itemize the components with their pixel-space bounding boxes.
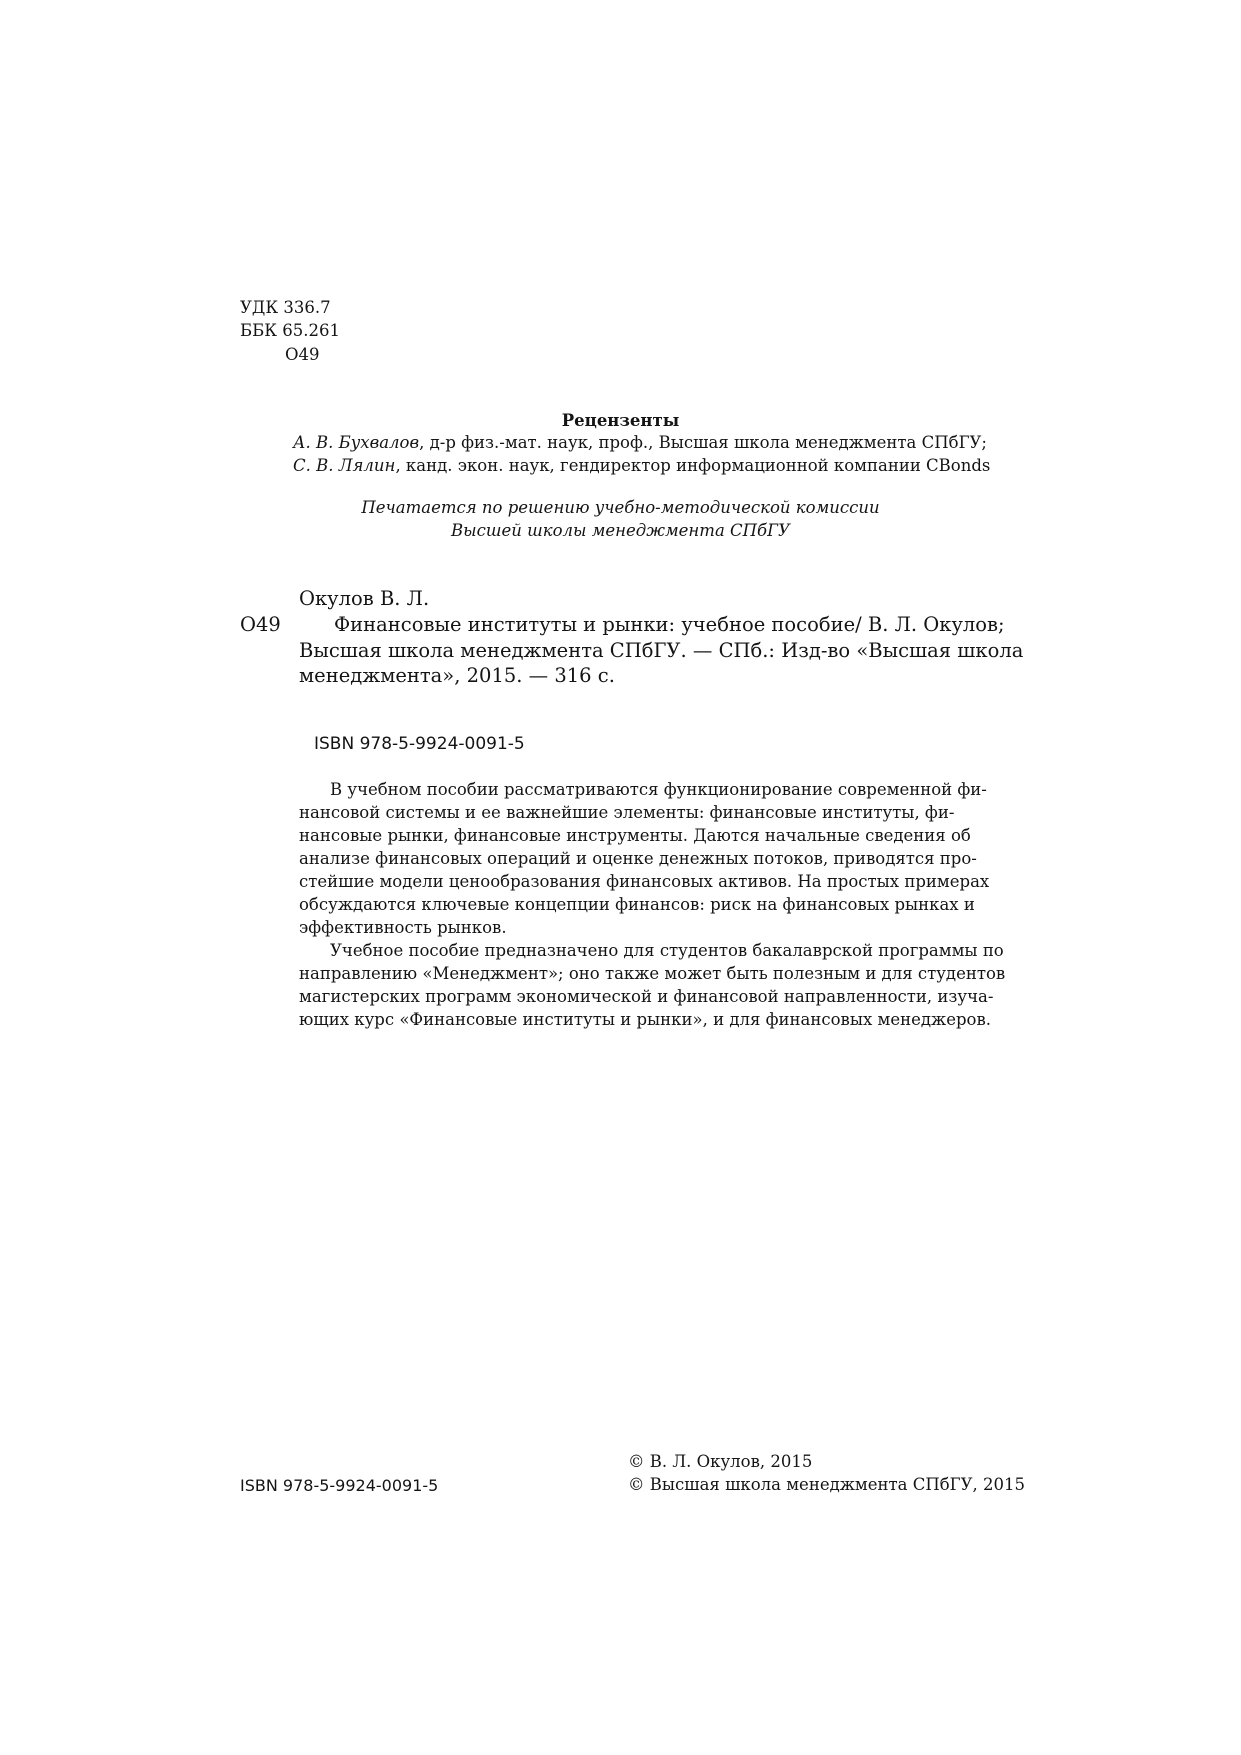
publication-decision-line: Печатается по решению учебно-методической комиссии [361,498,880,517]
isbn: ISBN 978-5-9924-0091-5 [314,734,525,754]
annotation-line: В учебном пособии рассматриваются функционирование современной фи- [330,780,987,799]
bibliography-line: Высшая школа менеджмента СПбГУ. — СПб.: Изд-во «Высшая школа [299,639,1024,662]
reviewer-name: А. В. Бухвалов [293,433,420,452]
annotation-line: нансовой системы и ее важнейшие элементы: финансовые институты, фи- [299,803,955,822]
bibliography-author-sign: О49 [240,613,281,636]
bibliography-line: менеджмента», 2015. — 316 с. [299,664,615,687]
bbk-code: ББК 65.261 [240,321,340,340]
copyright-line: © В. Л. Окулов, 2015 [628,1452,813,1471]
bibliography-line: Финансовые институты и рынки: учебное пособие/ В. Л. Окулов; [334,613,1005,636]
footer-isbn: ISBN 978-5-9924-0091-5 [240,1476,439,1495]
bibliography-author: Окулов В. Л. [299,587,430,610]
copyright-line: © Высшая школа менеджмента СПбГУ, 2015 [628,1475,1026,1494]
author-sign: О49 [285,345,320,364]
udk-code: УДК 336.7 [240,298,331,317]
annotation-line: магистерских программ экономической и финансовой направленности, изуча- [299,987,994,1006]
annotation-line: эффективность рынков. [299,918,507,937]
annotation-line: ющих курс «Финансовые институты и рынки», и для финансовых менеджеров. [299,1010,992,1029]
annotation-line: Учебное пособие предназначено для студентов бакалаврской программы по [330,941,1004,960]
reviewer-details: , д-р физ.-мат. наук, проф., Высшая школа менеджмента СПбГУ; [419,433,987,452]
reviewer-line [293,432,987,454]
reviewer-details: , канд. экон. наук, гендиректор информационной компании CBonds [395,456,991,475]
annotation-line: анализе финансовых операций и оценке денежных потоков, приводятся про- [299,849,977,868]
annotation-line: нансовые рынки, финансовые инструменты. Даются начальные сведения об [299,826,971,845]
reviewers-heading: Рецензенты [561,411,680,430]
publication-decision-line: Высшей школы менеджмента СПбГУ [451,521,790,540]
annotation-line: направлению «Менеджмент»; оно также может быть полезным и для студентов [299,964,1006,983]
annotation-line: обсуждаются ключевые концепции финансов: риск на финансовых рынках и [299,895,975,914]
reviewer-name: С. В. Лялин [293,456,396,475]
annotation-line: стейшие модели ценообразования финансовых активов. На простых примерах [299,872,990,891]
reviewer-line [293,455,990,477]
